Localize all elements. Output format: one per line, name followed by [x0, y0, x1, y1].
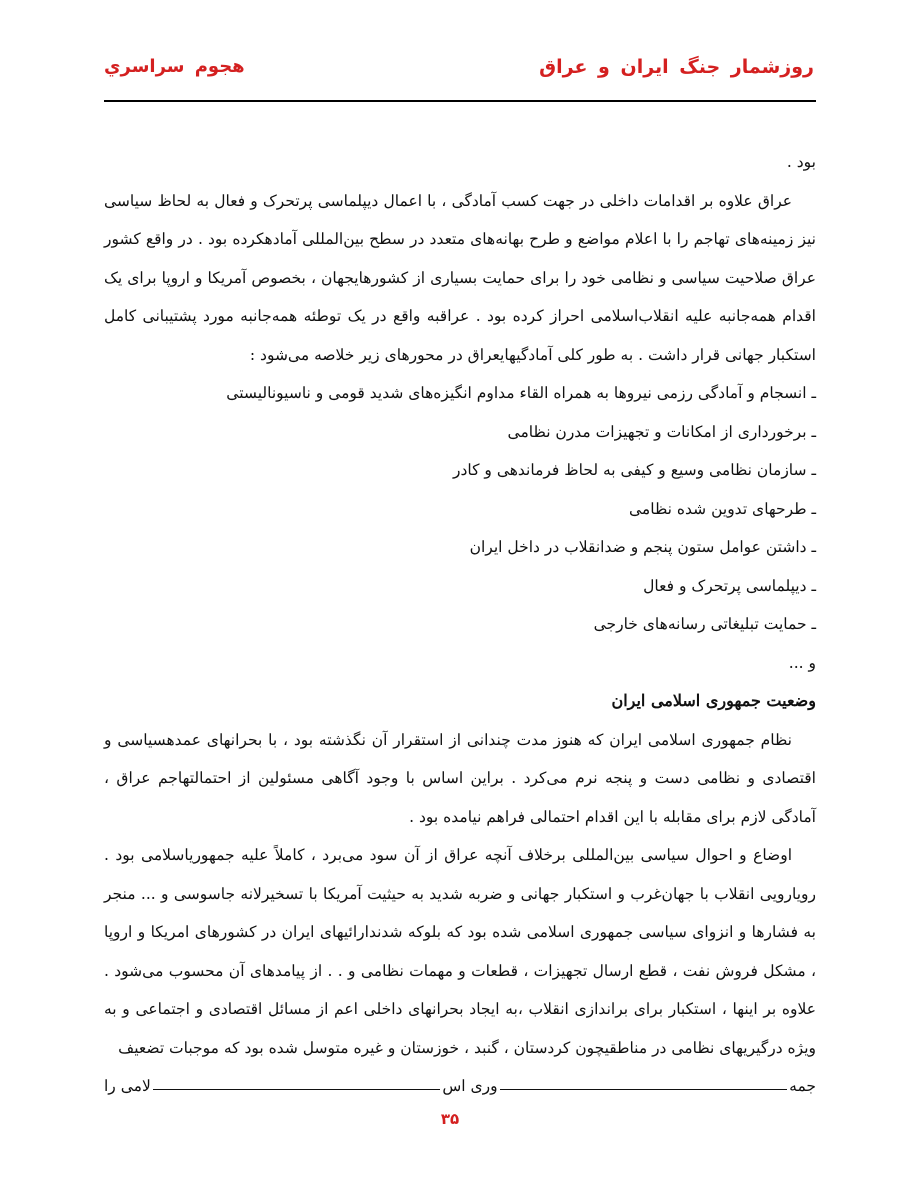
kashida-fill [153, 1089, 441, 1090]
list-item: و ... [788, 653, 816, 672]
chapter-title: هجوم سراسري [104, 56, 245, 77]
preparations-list [104, 374, 816, 682]
page-number: ۳۵ [440, 1110, 460, 1128]
paragraph-international-situation: اوضاع و احوال سیاسی بین‌المللی برخلاف آنچه عراق از آن سود می‌برد ، کاملاً علیه جمهوریاسلامی بود . رویارویی انقلاب با جهان‌غرب و استکبار جهانی و ضربه شدید به حیثیت آمریکا با تسخیرلانه جاسوسی و ... منجر به فشارها و انزوای سیاسی جمهوری اسلامی شده بود که بلوکه شدندارائیهای ایران در کشورهای امریکا و اروپا ، مشکل فروش نفت ، قطع ارسال تجهیزات ، قطعات و مهمات نظامی و . . از پیامدهای آن محسوب می‌شود . علاوه بر اینها ، استکبار برای براندازی انقلاب ،به ایجاد بحرانهای داخلی اعم از مسائل اقتصادی و اجتماعی و به ویژه درگیریهای نظامی در مناطقیچون کردستان ، گنبد ، خوزستان و غیره متوسل شده بود که موجبات تضعیف [104, 846, 816, 1057]
section-heading: وضعیت جمهوری اسلامی ایران [611, 691, 816, 710]
list-item: ـ سازمان نظامی وسیع و کیفی به لحاظ فرماندهی و کادر [452, 461, 816, 479]
last-line-part-3: لامی را [104, 1077, 151, 1095]
list-item: ـ انسجام و آمادگی رزمی نیروها به همراه القاء مداوم انگیزه‌های شدید قومی و ناسیونالیستی [226, 384, 816, 402]
list-item: ـ دیپلماسی پرتحرک و فعال [643, 576, 816, 595]
page-body [104, 143, 816, 1106]
list-item: ـ برخورداری از امکانات و تجهیزات مدرن نظامی [507, 422, 816, 441]
page-header [104, 56, 814, 102]
last-line-part-2: وری اس [442, 1077, 498, 1095]
last-line-part-1: جمه [789, 1077, 816, 1095]
continued-fragment: بود . [786, 153, 816, 171]
book-title: روزشمار جنگ ایران و عراق [539, 56, 814, 78]
list-item: ـ طرحهای تدوین شده نظامی [629, 499, 816, 518]
header-divider [104, 100, 816, 102]
stretched-last-line [104, 1067, 816, 1106]
paragraph-iran-status: نظام جمهوری اسلامی ایران که هنوز مدت چندانی از استقرار آن نگذشته بود ، با بحرانهای عمدهسیاسی و اقتصادی و نظامی دست و پنجه نرم می‌کرد . براین اساس با وجود آگاهی مسئولین از احتمالتهاجم عراق ، آمادگی لازم برای مقابله با این اقدام احتمالی فراهم نیامده بود . [104, 730, 816, 826]
list-item: ـ حمایت تبلیغاتی رسانه‌های خارجی [593, 615, 816, 633]
paragraph-iraq-preparations: عراق علاوه بر اقدامات داخلی در جهت کسب آمادگی ، با اعمال دیپلماسی پرتحرک و فعال به لحاظ سیاسی نیز زمینه‌های تهاجم را با اعلام مواضع و طرح بهانه‌های متعدد در سطح بین‌المللی آمادهکرده بود . در واقع کشور عراق صلاحیت سیاسی و نظامی خود را برای حمایت بسیاری از کشورهایجهان ، بخصوص آمریکا و اروپا برای یک اقدام همه‌جانبه علیه انقلاب‌اسلامی احراز کرده بود . عراقبه واقع در یک توطئه همه‌جانبه مورد پشتیبانی کامل استکبار جهانی قرار داشت . به طور کلی آمادگیهایعراق در محورهای زیر خلاصه می‌شود : [104, 191, 816, 364]
list-item: ـ داشتن عوامل ستون پنجم و ضدانقلاب در داخل ایران [469, 538, 816, 556]
kashida-fill [500, 1089, 788, 1090]
